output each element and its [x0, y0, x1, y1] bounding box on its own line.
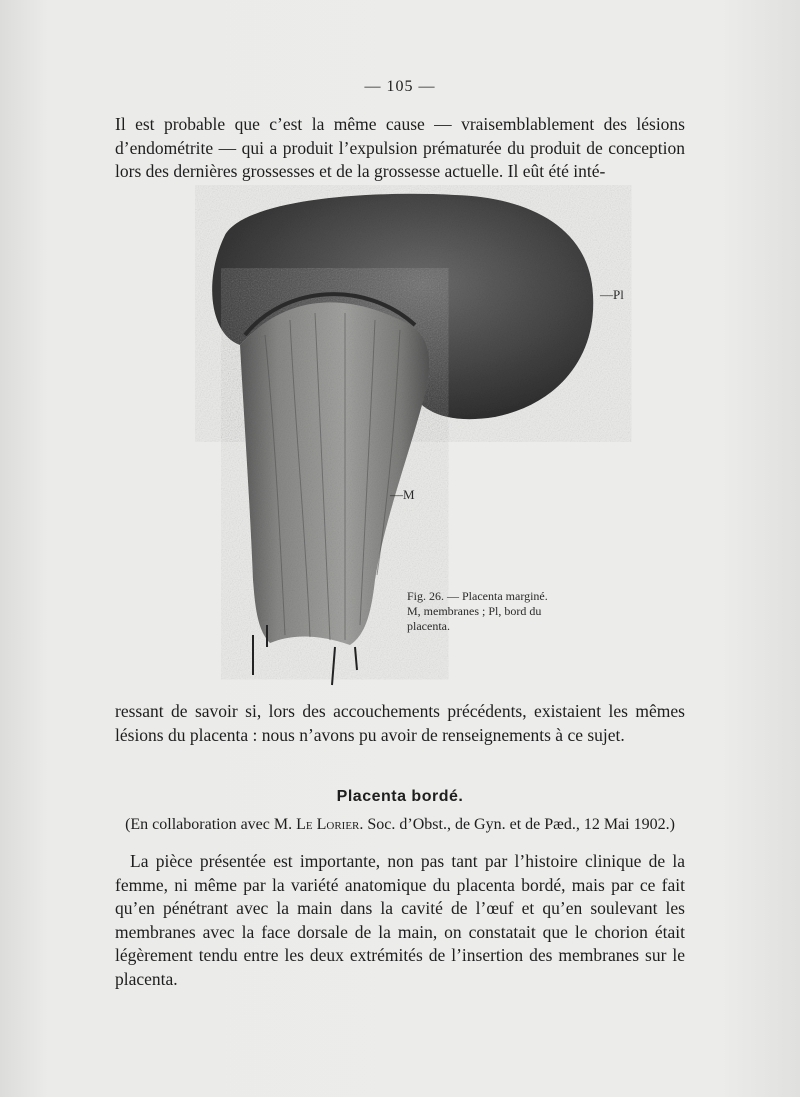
paragraph-middle: ressant de savoir si, lors des accouchements précédents, existaient les mêmes lésions du placenta : nous n’avons pu avoir de renseignements à ce sujet. [115, 701, 685, 745]
page-number: — 105 — [364, 78, 436, 95]
paragraph-top: Il est probable que c’est la même cause — vraisemblablement des lésions d’endométrite — qui a produit l’expulsion prématurée du produit de conception lors des dernières grossesses et de la grossesse actuelle. Il eût été inté- [115, 114, 685, 181]
subtitle-author: Le Lorier [296, 816, 360, 833]
figure-caption [407, 589, 597, 634]
caption-line: placenta. [407, 619, 450, 633]
figure-placenta [195, 185, 640, 690]
section-title: Placenta bordé. [336, 788, 464, 805]
membranes-sac [240, 302, 429, 645]
figure-label-m: —M [390, 487, 415, 502]
figure-label-pl: —Pl [600, 287, 624, 302]
subtitle-prefix: (En collaboration avec M. [125, 816, 297, 833]
subtitle-suffix: . Soc. d’Obst., de Gyn. et de Pæd., 12 Mai 1902.) [359, 816, 675, 833]
section-subtitle [0, 816, 800, 834]
paragraph-bottom: La pièce présentée est importante, non pas tant par l’histoire clinique de la femme, ni même par la variété anatomique du placenta bordé, mais par ce fait qu’en pénétrant avec la main dans la cavité de l’œuf et qu’en soulevant les membranes avec la face dorsale de la main, on constatait que le chorion était légèrement tendu entre les deux extrémités de l’insertion des membranes sur le placenta. [115, 851, 685, 989]
caption-line: M, membranes ; Pl, bord du [407, 604, 542, 618]
caption-line: Fig. 26. — Placenta marginé. [407, 589, 548, 603]
